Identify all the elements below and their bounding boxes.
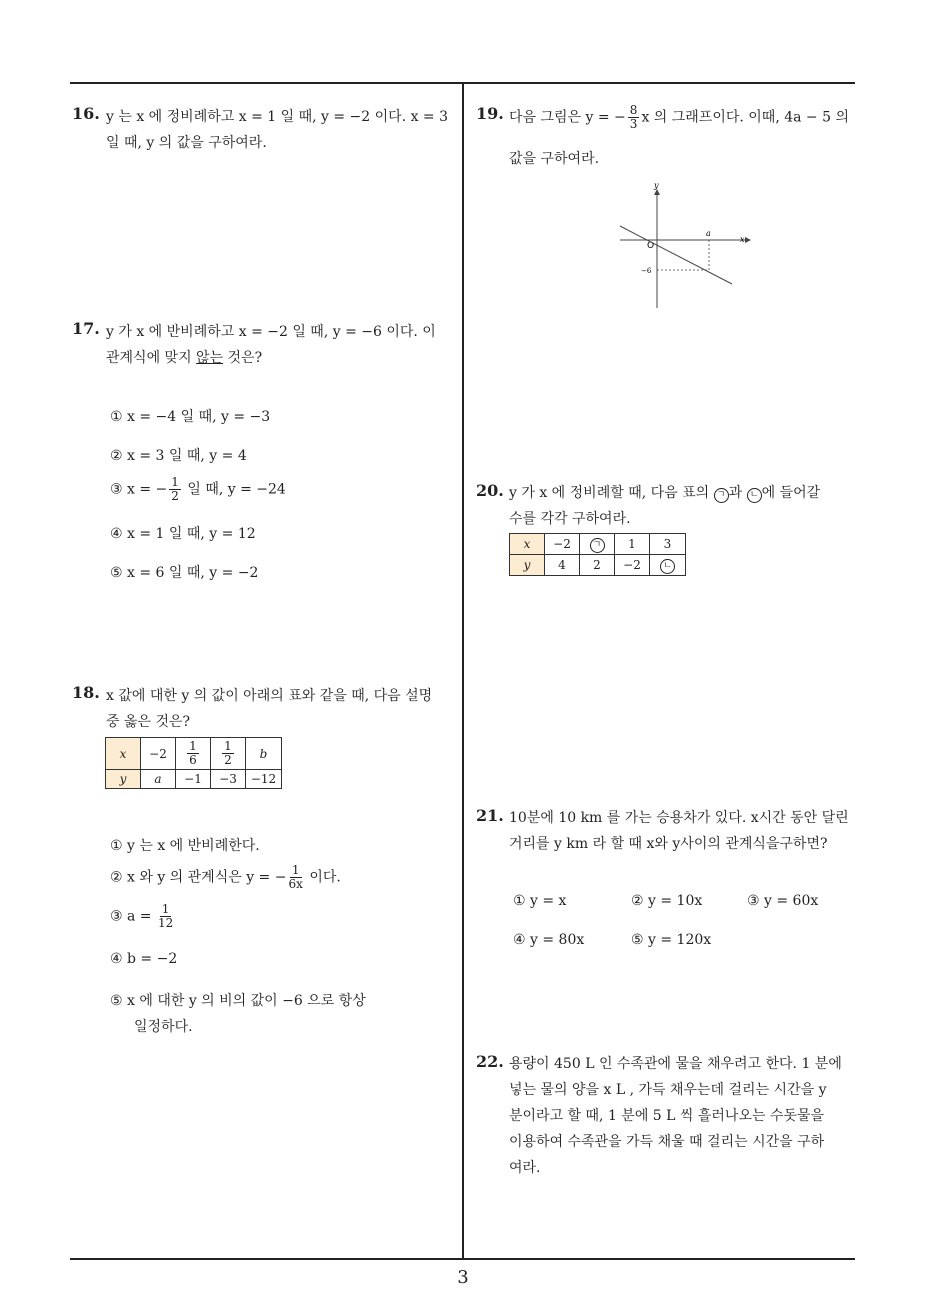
text-part: 에 들어갈 (761, 485, 821, 501)
choice-1: ① y = x (513, 893, 567, 909)
table-cell: b (246, 738, 282, 770)
underlined-word: 않는 (196, 350, 224, 366)
choice-5: ⑤ x 에 대한 y 의 비의 값이 −6 으로 항상 (110, 993, 366, 1009)
choice-1: ① x = −4 일 때, y = −3 (110, 409, 271, 425)
problem-text (106, 347, 262, 367)
table-row (106, 738, 282, 770)
table-cell: −1 (176, 770, 211, 789)
problem-text: y 가 x 에 반비례하고 x = −2 일 때, y = −6 이다. 이 (106, 324, 436, 340)
text-part: 관계식에 맞지 (106, 350, 197, 366)
problem-text: 거리를 y km 라 할 때 x와 y사이의 관계식을구하면? (509, 836, 828, 852)
choice-4: ④ y = 80x (513, 932, 585, 948)
circled-mark-1: ㄱ (714, 488, 729, 503)
problem-text: 이용하여 수족관을 가득 채울 때 걸리는 시간을 구하 (509, 1134, 825, 1150)
y-axis-label: y (654, 181, 659, 190)
denominator: 2 (171, 489, 179, 503)
column-divider (462, 82, 464, 1259)
choice-5-continued: 일정하다. (134, 1019, 193, 1035)
table-cell (176, 738, 211, 770)
fraction (169, 476, 181, 503)
a-label: a (706, 229, 711, 238)
choice-5: ⑤ x = 6 일 때, y = −2 (110, 565, 259, 581)
table-cell: a (141, 770, 176, 789)
table-cell: 1 (615, 534, 650, 555)
fraction (158, 903, 173, 930)
table-row (106, 770, 282, 789)
table-row (510, 534, 686, 555)
denominator: 12 (157, 916, 174, 930)
x-axis-arrow (745, 237, 751, 243)
problem-text: 10분에 10 km 를 가는 승용차가 있다. x시간 동안 달린 (509, 810, 849, 826)
problem-number: 20. (476, 481, 504, 500)
numerator: 8 (629, 103, 638, 117)
table-cell: 2 (580, 555, 615, 576)
text-part: ③ a = (110, 908, 156, 925)
fraction (628, 104, 640, 131)
choice-2: ② x = 3 일 때, y = 4 (110, 448, 247, 464)
problem-text: 값을 구하여라. (509, 151, 600, 167)
numerator: 1 (291, 863, 300, 877)
origin-label: O (647, 241, 655, 251)
minus-six-label: −6 (641, 267, 652, 275)
denominator: 6 (189, 753, 197, 767)
text-part: x 의 그래프이다. 이때, 4a − 5 의 (641, 109, 849, 126)
line-graph (600, 180, 760, 315)
table-header-cell: y (510, 555, 545, 576)
x-axis-label: x (740, 235, 745, 244)
text-part: y 가 x 에 정비례할 때, 다음 표의 (509, 485, 714, 501)
choice-4: ④ x = 1 일 때, y = 12 (110, 526, 256, 542)
denominator: 3 (629, 117, 638, 131)
table-header-cell: y (106, 770, 141, 789)
choice-2: ② y = 10x (631, 893, 703, 909)
denominator: 2 (224, 753, 232, 767)
numerator: 1 (171, 475, 179, 489)
numerator: 1 (189, 739, 197, 753)
fraction (187, 740, 199, 767)
text-part: ③ x = − (110, 481, 168, 498)
table-cell: −2 (141, 738, 176, 770)
circled-mark-2: ㄴ (747, 488, 762, 503)
table-cell (650, 555, 686, 576)
table-cell: −2 (545, 534, 580, 555)
problem-number: 19. (476, 104, 504, 123)
text-part: 다음 그림은 y = − (509, 109, 626, 126)
table-cell: −12 (246, 770, 282, 789)
fraction (288, 864, 302, 891)
value-table (509, 533, 686, 576)
fraction (222, 740, 234, 767)
problem-text: 분이라고 할 때, 1 분에 5 L 씩 흘러나오는 수돗물을 (509, 1108, 825, 1124)
table-cell (211, 738, 246, 770)
problem-text (509, 482, 820, 503)
problem-text: 넣는 물의 양을 x L , 가득 채우는데 걸리는 시간을 y (509, 1082, 827, 1098)
problem-text: 중 옳은 것은? (106, 714, 191, 730)
text-part: 이다. (304, 869, 341, 886)
problem-number: 17. (72, 319, 100, 338)
problem-text: 여라. (509, 1160, 541, 1176)
table-header-cell: x (510, 534, 545, 555)
problem-number: 16. (72, 104, 100, 123)
problem-text: x 값에 대한 y 의 값이 아래의 표와 같을 때, 다음 설명 (106, 688, 433, 704)
problem-number: 18. (72, 683, 100, 702)
table-cell: 3 (650, 534, 686, 555)
choice-4: ④ b = −2 (110, 951, 178, 967)
table-cell: 4 (545, 555, 580, 576)
choice-3 (110, 476, 286, 503)
text-part: 것은? (223, 350, 263, 366)
text-part: ② x 와 y 의 관계식은 y = − (110, 869, 287, 886)
choice-2 (110, 864, 341, 891)
text-part: 과 (728, 485, 747, 501)
choice-3: ③ y = 60x (747, 893, 819, 909)
bottom-rule (70, 1258, 855, 1260)
problem-text: 용량이 450 L 인 수족관에 물을 채우려고 한다. 1 분에 (509, 1056, 842, 1072)
problem-text: 일 때, y 의 값을 구하여라. (106, 135, 267, 151)
denominator: 6x (288, 877, 303, 891)
circled-mark-1: ㄱ (590, 538, 605, 553)
problem-text: 수를 각각 구하여라. (509, 511, 631, 527)
page-number: 3 (457, 1267, 469, 1288)
value-table (105, 737, 282, 789)
graph-line (620, 226, 732, 284)
problem-text (509, 104, 849, 131)
problem-number: 22. (476, 1052, 504, 1071)
choice-5: ⑤ y = 120x (631, 932, 712, 948)
choice-3 (110, 903, 175, 930)
problem-number: 21. (476, 806, 504, 825)
numerator: 1 (161, 902, 170, 916)
table-header-cell: x (106, 738, 141, 770)
text-part: 일 때, y = −24 (182, 481, 286, 498)
table-cell (580, 534, 615, 555)
problem-text: y 는 x 에 정비례하고 x = 1 일 때, y = −2 이다. x = 3 (106, 109, 449, 125)
numerator: 1 (224, 739, 232, 753)
table-row (510, 555, 686, 576)
table-cell: −2 (615, 555, 650, 576)
choice-1: ① y 는 x 에 반비례한다. (110, 838, 260, 854)
table-cell: −3 (211, 770, 246, 789)
circled-mark-2: ㄴ (660, 559, 675, 574)
